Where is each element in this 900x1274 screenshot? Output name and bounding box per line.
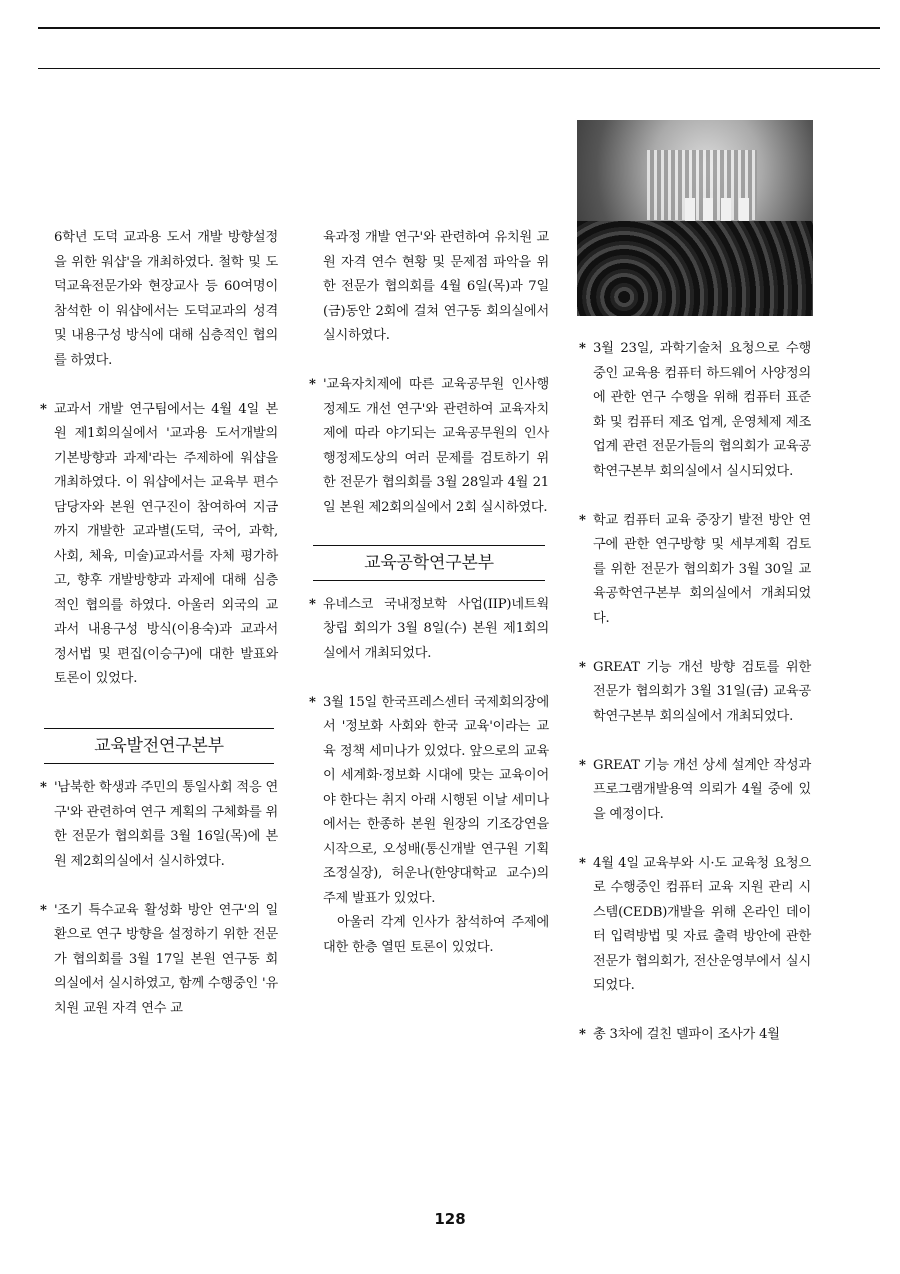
- header-rule-top: [38, 27, 880, 29]
- section-heading-education-development: 교육발전연구본부: [44, 728, 274, 764]
- middle-item-3-tail: 아울러 각계 인사가 참석하여 주제에 대한 한층 열띤 토론이 있었다.: [323, 915, 549, 955]
- bullet-mark: *: [40, 401, 47, 417]
- right-item-3: * GREAT 기능 개선 방향 검토를 위한 전문가 협의회가 3월 31일(금) 교육공학연구본부 회의실에서 개최되었다.: [579, 659, 811, 724]
- left-column: [40, 226, 278, 1021]
- left-item-2: * '남북한 학생과 주민의 통일사회 적응 연구'와 관련하여 연구 계획의 구체화를 위한 전문가 협의회를 3월 16일(목)에 본원 제2회의실에서 실시하였다.: [40, 780, 279, 869]
- conference-photo: [577, 120, 813, 316]
- right-item-5: * 4월 4일 교육부와 시·도 교육청 요청으로 수행중인 컴퓨터 교육 지원 관리 시스템(CEDB)개발을 위해 온라인 데이터 입력방법 및 자료 출력 방안에 관한 전문가 협의회가, 전산운영부에서 실시되었다.: [579, 855, 811, 993]
- middle-item-2: * 유네스코 국내정보학 사업(IIP)네트웍 창립 회의가 3월 8일(수) 본원 제1회의실에서 개최되었다.: [309, 596, 549, 661]
- page-number: 128: [434, 1210, 466, 1228]
- middle-item-1: * '교육자치제에 따른 교육공무원 인사행정제도 개선 연구'와 관련하여 교육자치제에 따라 야기되는 교육공무원의 인사행정제도상의 여러 문제를 검토하기 위한 전문가 협의회를 3월 28일과 4월 21일 본원 제2회의실에서 2회 실시하였다.: [309, 377, 549, 515]
- right-column: [579, 337, 811, 1048]
- left-item-1: * 교과서 개발 연구팀에서는 4월 4일 본원 제1회의실에서 '교과용 도서개발의 기본방향과 과제'라는 주제하에 워샵을 개최하였다. 이 워샵에서는 교육부 편수담당자와 본원 연구진이 참여하여 지금까지 개발한 교과별(도덕, 국어, 과학, 사회, 체육, 미술)교과서를 자체 평가하고, 향후 개발방향과 과제에 대해 심층적인 협의를 하였다. 아울러 외국의 교과서 내용구성 방식(이용숙)과 교과서 정서법 및 편집(이승구)에 대한 발표와 토론이 있었다.: [40, 398, 278, 692]
- header-rule-bottom: [38, 68, 880, 69]
- left-item-3: * '조기 특수교육 활성화 방안 연구'의 일환으로 연구 방향을 설정하기 위한 전문가 협의회를 3월 17일 본원 연구동 회의실에서 실시하였고, 함께 수행중인 '유치원 교원 자격 연수 교: [40, 902, 279, 1016]
- left-intro-paragraph: 6학년 도덕 교과용 도서 개발 방향설정을 위한 워샵'을 개최하였다. 철학 및 도덕교육전문가와 현장교사 등 60여명이 참석한 이 워샵에서는 도덕교과의 성격 및 내용구성 방식에 대해 심층적인 협의를 하였다.: [54, 230, 278, 368]
- middle-continued-paragraph: 육과정 개발 연구'와 관련하여 유치원 교원 자격 연수 현황 및 문제점 파악을 위한 전문가 협의회를 4월 6일(목)과 7일(금)동안 2회에 걸쳐 연구동 회의실에서 실시하였다.: [323, 230, 549, 343]
- right-item-1: * 3월 23일, 과학기술처 요청으로 수행 중인 교육용 컴퓨터 하드웨어 사양정의에 관한 연구 수행을 위해 컴퓨터 표준화 및 컴퓨터 제조 업계, 운영체제 제조업계 관련 전문가들의 협의회가 교육공학연구본부 회의실에서 실시되었다.: [579, 341, 811, 479]
- section-heading-educational-technology: 교육공학연구본부: [313, 545, 545, 581]
- right-item-6: * 총 3차에 걸친 델파이 조사가 4월: [579, 1027, 780, 1042]
- photo-audience: [577, 221, 813, 316]
- middle-column: [309, 226, 549, 960]
- right-item-2: * 학교 컴퓨터 교육 중장기 발전 방안 연구에 관한 연구방향 및 세부계획 검토를 위한 전문가 협의회가 3월 30일 교육공학연구본부 회의실에서 개최되었다.: [579, 512, 811, 626]
- middle-item-3: * 3월 15일 한국프레스센터 국제회의장에서 '정보화 사회와 한국 교육'이라는 교육 정책 세미나가 있었다. 앞으로의 교육이 세계화·정보화 시대에 맞는 교육이어야 한다는 취지 아래 시행된 이날 세미나에서는 한종하 본원 원장의 기조강연을 시작으로, 오성배(통신개발 연구원 기획조정실장), 허운나(한양대학교 교수)의 주제 발표가 있었다.: [309, 694, 549, 906]
- right-item-4: * GREAT 기능 개선 상세 설계안 작성과 프로그램개발용역 의뢰가 4월 중에 있을 예정이다.: [579, 757, 811, 822]
